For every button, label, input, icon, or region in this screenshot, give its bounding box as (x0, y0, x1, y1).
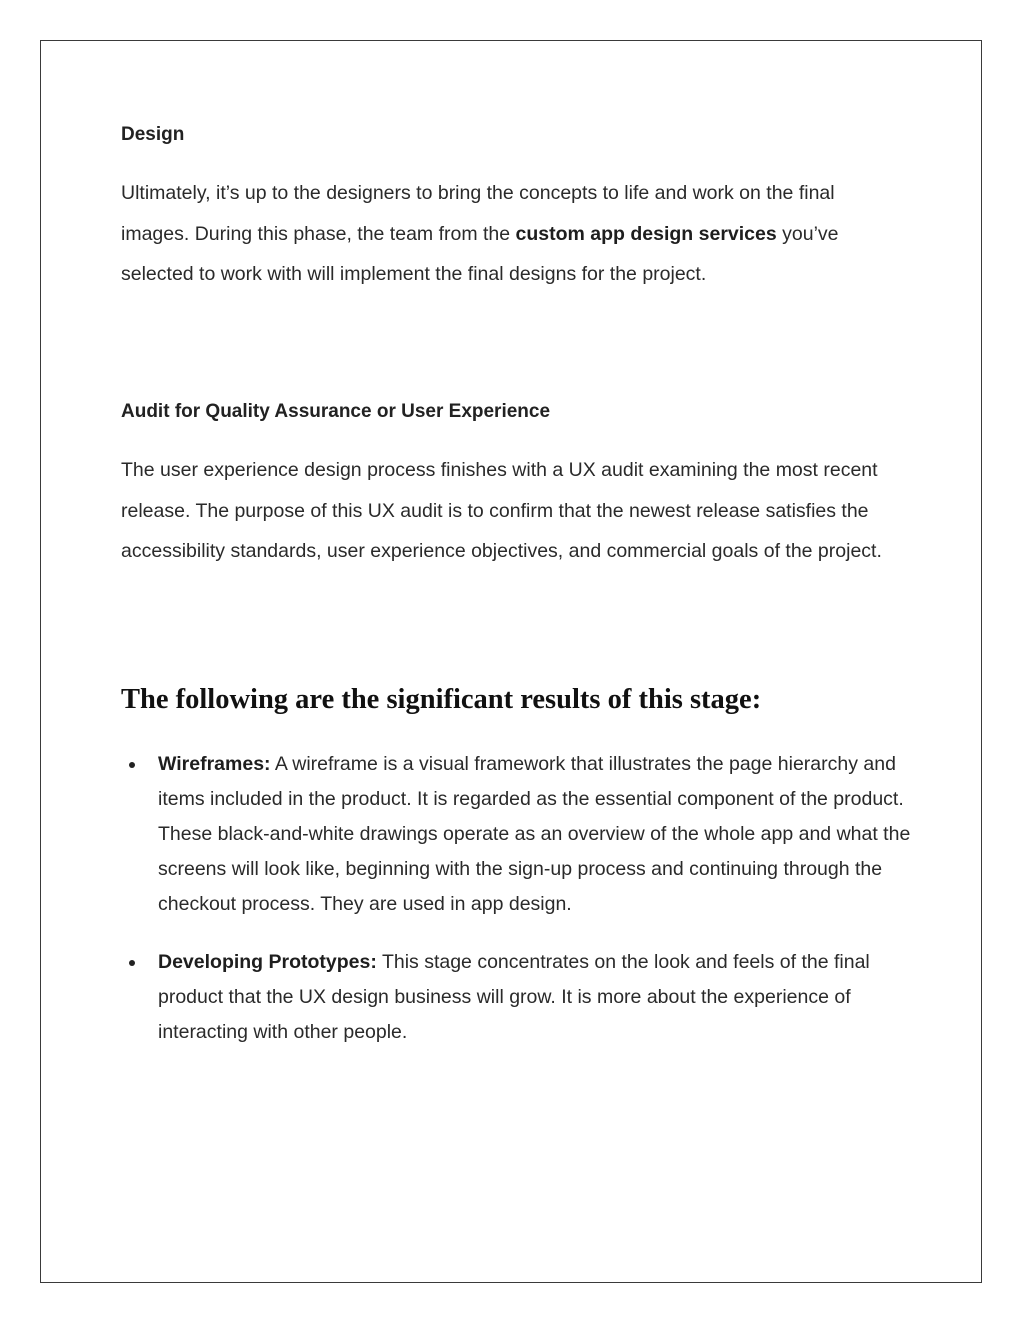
audit-paragraph: The user experience design process finishes with a UX audit examining the most recent release. The purpose of this UX audit is to confirm that the newest release satisfies the accessibility standards, user experience objectives, and commercial goals of the project. (121, 459, 882, 562)
list-item-developing-prototypes (121, 945, 911, 1050)
list-item-label: Developing Prototypes: (158, 951, 377, 973)
results-list (121, 747, 911, 1050)
design-paragraph-text-1: Ultimately, it’s up to the designers to bring the concepts to life and work on the final images. During this phase, the team from the (121, 182, 835, 245)
list-item-text: This stage concentrates on the look and feels of the final product that the UX design business will grow. It is more about the experience of interacting with other people. (158, 951, 870, 1043)
list-item-label: Wireframes: (158, 753, 271, 775)
bullet-icon (129, 960, 135, 966)
custom-app-design-services-link: custom app design services (515, 222, 777, 245)
results-heading: The following are the significant results of this stage: (121, 684, 762, 715)
design-paragraph-text-2: you’ve selected to work with will implement the final designs for the project. (121, 222, 839, 285)
list-item-wireframes (121, 747, 911, 922)
audit-heading: Audit for Quality Assurance or User Experience (121, 401, 551, 422)
list-item-text: A wireframe is a visual framework that illustrates the page hierarchy and items included in the product. It is regarded as the essential component of the product. These black-and-white drawings operate as an overview of the whole app and what the screens will look like, beginning with the sign-up process and continuing through the checkout process. They are used in app design. (158, 753, 911, 915)
design-heading: Design (121, 124, 185, 145)
bullet-icon (129, 762, 135, 768)
design-paragraph (121, 173, 901, 295)
